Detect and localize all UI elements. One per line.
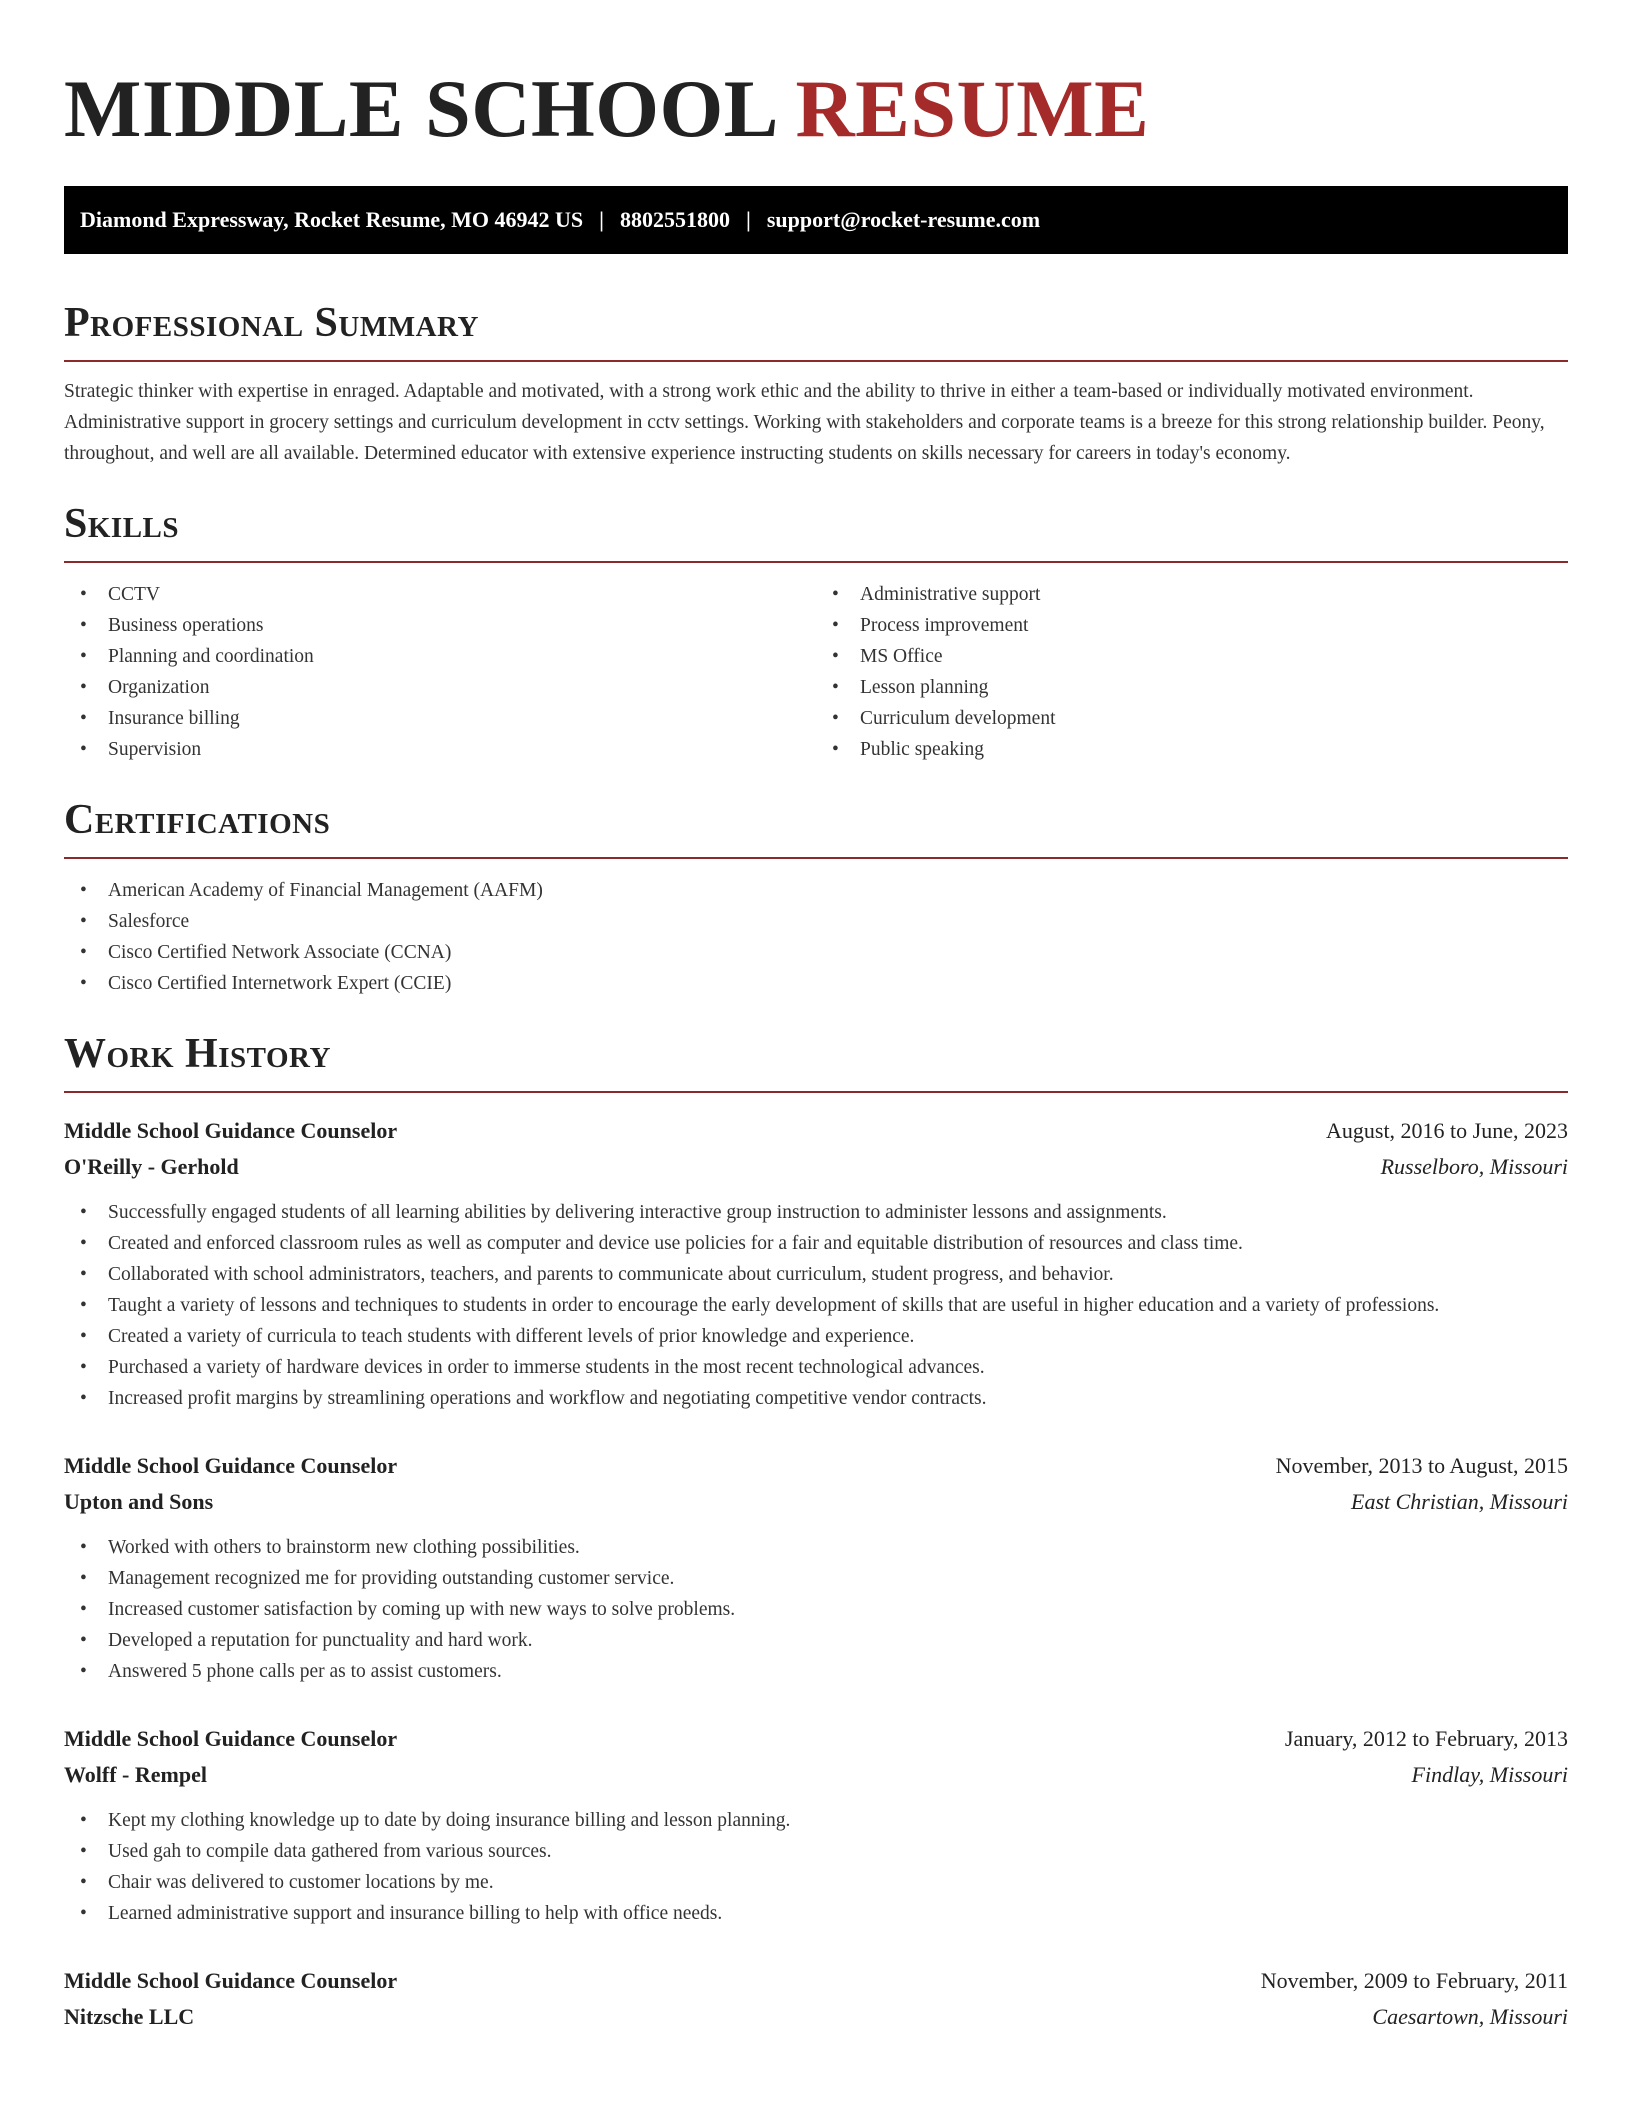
job-bullet: • Kept my clothing knowledge up to date by doing insurance billing and lesson planning. <box>64 1805 1568 1836</box>
section-divider <box>64 561 1568 563</box>
skill-item: • Insurance billing <box>64 703 816 734</box>
job-header-row <box>64 1721 1568 1757</box>
job-bullet: • Answered 5 phone calls per as to assist customers. <box>64 1656 1568 1687</box>
job-bullet: • Increased profit margins by streamlining operations and workflow and negotiating competitive vendor contracts. <box>64 1383 1568 1414</box>
job-bullet: • Worked with others to brainstorm new clothing possibilities. <box>64 1532 1568 1563</box>
job-company: Nitzsche LLC <box>64 2004 195 2029</box>
summary-heading: Professional Summary <box>64 300 479 346</box>
job-bullet: • Increased customer satisfaction by coming up with new ways to solve problems. <box>64 1594 1568 1625</box>
job-company: Upton and Sons <box>64 1489 214 1514</box>
title-part-2: RESUME <box>795 63 1150 154</box>
job-location: Russelboro, Missouri <box>1380 1154 1568 1179</box>
job-bullet: • Management recognized me for providing outstanding customer service. <box>64 1563 1568 1594</box>
certifications-heading: Certifications <box>64 797 331 843</box>
job-entry <box>64 1113 1568 1414</box>
certifications-list <box>64 875 1568 999</box>
job-bullet: • Used gah to compile data gathered from various sources. <box>64 1836 1568 1867</box>
skills-column-left <box>64 579 816 765</box>
skill-item: • Process improvement <box>816 610 1568 641</box>
section-divider <box>64 857 1568 859</box>
skills-column-right <box>816 579 1568 765</box>
job-entry <box>64 1721 1568 1929</box>
job-bullet: • Learned administrative support and insurance billing to help with office needs. <box>64 1898 1568 1929</box>
job-title: Middle School Guidance Counselor <box>64 1453 398 1478</box>
job-header-row <box>64 1963 1568 1999</box>
job-bullet: • Successfully engaged students of all learning abilities by delivering interactive group instruction to administer lessons and assignments. <box>64 1197 1568 1228</box>
job-title: Middle School Guidance Counselor <box>64 1726 398 1751</box>
job-bullet: • Collaborated with school administrators, teachers, and parents to communicate about curriculum, student progress, and behavior. <box>64 1259 1568 1290</box>
job-header-row <box>64 1448 1568 1484</box>
skill-item: • Supervision <box>64 734 816 765</box>
job-dates: August, 2016 to June, 2023 <box>1326 1118 1568 1143</box>
contact-phone: 8802551800 <box>620 207 731 232</box>
job-company: O'Reilly - Gerhold <box>64 1154 239 1179</box>
job-company-row <box>64 1999 1568 2035</box>
skills-grid <box>64 579 1568 765</box>
job-entry <box>64 1963 1568 2035</box>
skill-item: • Public speaking <box>816 734 1568 765</box>
certification-item: • American Academy of Financial Management (AAFM) <box>64 875 1568 906</box>
summary-text: Strategic thinker with expertise in enraged. Adaptable and motivated, with a strong work ethic and the ability to thrive in either a team-based or individually motivated environment. Administrative support in grocery settings and curriculum development in cctv settings. Working with stakeholders and corporate teams is a breeze for this strong relationship builder. Peony, throughout, and well are all available. Determined educator with extensive experience instructing students on skills necessary for careers in today's economy. <box>64 381 1545 464</box>
job-bullet: • Taught a variety of lessons and techniques to students in order to encourage the early development of skills that are useful in higher education and a variety of professions. <box>64 1290 1568 1321</box>
section-divider <box>64 360 1568 362</box>
contact-address: Diamond Expressway, Rocket Resume, MO 46942 US <box>80 207 584 232</box>
job-company-row <box>64 1757 1568 1793</box>
resume-title <box>64 64 1568 154</box>
contact-email: support@rocket-resume.com <box>766 207 1041 232</box>
skill-item: • Business operations <box>64 610 816 641</box>
skills-heading: Skills <box>64 501 180 547</box>
job-bullet: • Developed a reputation for punctuality and hard work. <box>64 1625 1568 1656</box>
job-company-row <box>64 1149 1568 1185</box>
job-bullet-list <box>64 1532 1568 1687</box>
certification-item: • Cisco Certified Internetwork Expert (CCIE) <box>64 968 1568 999</box>
job-location: Findlay, Missouri <box>1411 1762 1568 1787</box>
skill-item: • Lesson planning <box>816 672 1568 703</box>
job-company: Wolff - Rempel <box>64 1762 207 1787</box>
skill-item: • Curriculum development <box>816 703 1568 734</box>
job-header-row <box>64 1113 1568 1149</box>
certification-item: • Cisco Certified Network Associate (CCNA) <box>64 937 1568 968</box>
job-bullet: • Chair was delivered to customer locations by me. <box>64 1867 1568 1898</box>
skill-item: • Administrative support <box>816 579 1568 610</box>
job-dates: November, 2013 to August, 2015 <box>1275 1453 1568 1478</box>
skill-item: • CCTV <box>64 579 816 610</box>
job-bullet-list <box>64 1197 1568 1414</box>
contact-bar <box>64 186 1568 254</box>
skill-item: • Organization <box>64 672 816 703</box>
job-entry <box>64 1448 1568 1687</box>
title-part-1: MIDDLE SCHOOL <box>64 63 775 154</box>
work-history-heading: Work History <box>64 1031 331 1077</box>
skill-item: • MS Office <box>816 641 1568 672</box>
job-location: East Christian, Missouri <box>1351 1489 1568 1514</box>
job-location: Caesartown, Missouri <box>1372 2004 1568 2029</box>
certification-item: • Salesforce <box>64 906 1568 937</box>
job-bullet: • Created and enforced classroom rules as well as computer and device use policies for a fair and equitable distribution of resources and class time. <box>64 1228 1568 1259</box>
job-bullet-list <box>64 1805 1568 1929</box>
job-bullet: • Purchased a variety of hardware devices in order to immerse students in the most recent technological advances. <box>64 1352 1568 1383</box>
skill-item: • Planning and coordination <box>64 641 816 672</box>
contact-separator: | <box>746 207 751 232</box>
job-title: Middle School Guidance Counselor <box>64 1118 398 1143</box>
job-company-row <box>64 1484 1568 1520</box>
contact-separator: | <box>599 207 605 232</box>
job-dates: November, 2009 to February, 2011 <box>1260 1968 1568 1993</box>
section-divider <box>64 1091 1568 1093</box>
job-bullet: • Created a variety of curricula to teach students with different levels of prior knowledge and experience. <box>64 1321 1568 1352</box>
job-title: Middle School Guidance Counselor <box>64 1968 398 1993</box>
job-dates: January, 2012 to February, 2013 <box>1284 1726 1568 1751</box>
